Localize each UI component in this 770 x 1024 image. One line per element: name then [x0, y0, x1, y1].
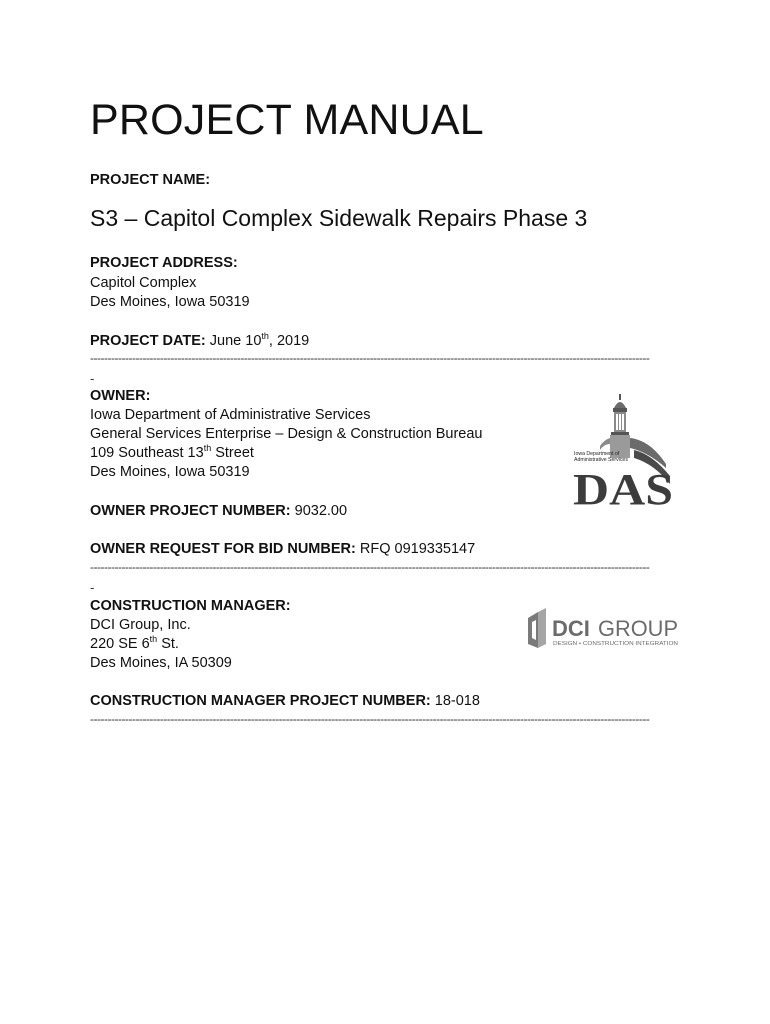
das-logo-text: DAS — [573, 465, 673, 508]
project-address-line1: Capitol Complex — [90, 275, 197, 291]
cm-label: CONSTRUCTION MANAGER: — [90, 598, 291, 614]
owner-project-number-value: 9032.00 — [294, 503, 348, 519]
owner-rfb-value: RFQ 0919335147 — [359, 541, 476, 557]
cm-project-number-value: 18-018 — [434, 693, 480, 709]
project-date-value-main: June 10 — [209, 333, 262, 349]
owner-line3-main: 109 Southeast 13 — [90, 445, 204, 461]
project-date-value-year: , 2019 — [268, 333, 310, 349]
project-address-line2: Des Moines, Iowa 50319 — [90, 294, 250, 310]
project-name-label: PROJECT NAME: — [90, 172, 211, 188]
owner-project-number-label: OWNER PROJECT NUMBER: — [90, 503, 291, 519]
owner-rfb-number — [90, 542, 475, 557]
das-logo — [570, 394, 676, 508]
dci-logo-bold: DCI — [552, 616, 590, 641]
project-date-value — [210, 333, 309, 349]
owner-label: OWNER: — [90, 388, 151, 404]
dci-mark-icon — [528, 608, 546, 648]
cm-line2 — [90, 634, 179, 652]
owner-line1: Iowa Department of Administrative Services — [90, 407, 371, 423]
owner-line3 — [90, 443, 254, 461]
separator-tail-2: - — [90, 580, 95, 595]
page-title: PROJECT MANUAL — [90, 96, 484, 144]
dci-logo-tagline: DESIGN • CONSTRUCTION INTEGRATION — [553, 641, 679, 647]
owner-line3-tail: Street — [211, 445, 254, 461]
separator-line-1: ---------------------------------------------------------------------------------------------------------------------------------------------------------------- — [90, 352, 650, 365]
separator-tail-1: - — [90, 371, 95, 386]
dci-group-logo — [524, 604, 682, 652]
dci-logo-light: GROUP — [598, 616, 678, 641]
owner-line3-sup: th — [203, 443, 212, 454]
owner-project-number — [90, 504, 347, 519]
cm-line3: Des Moines, IA 50309 — [90, 655, 232, 671]
separator-line-2: ---------------------------------------------------------------------------------------------------------------------------------------------------------------- — [90, 561, 650, 574]
cm-line2-main: 220 SE 6 — [90, 636, 150, 652]
cm-line2-sup: th — [149, 634, 158, 645]
cm-project-number — [90, 694, 480, 709]
separator-line-3: ---------------------------------------------------------------------------------------------------------------------------------------------------------------- — [90, 713, 650, 726]
owner-line2: General Services Enterprise – Design & Construction Bureau — [90, 426, 483, 442]
project-date — [90, 331, 310, 349]
owner-line4: Des Moines, Iowa 50319 — [90, 464, 250, 480]
cm-project-number-label: CONSTRUCTION MANAGER PROJECT NUMBER: — [90, 693, 431, 709]
project-address-label: PROJECT ADDRESS: — [90, 255, 238, 271]
project-date-label: PROJECT DATE: — [90, 333, 206, 349]
das-logo-small-2: Administrative Services — [574, 457, 628, 463]
cm-line2-tail: St. — [157, 636, 179, 652]
project-name: S3 – Capitol Complex Sidewalk Repairs Phase 3 — [90, 205, 588, 231]
project-date-value-sup: th — [261, 331, 269, 342]
cm-line1: DCI Group, Inc. — [90, 617, 191, 633]
das-logo-small-1: Iowa Department of — [574, 451, 620, 457]
owner-rfb-label: OWNER REQUEST FOR BID NUMBER: — [90, 541, 356, 557]
